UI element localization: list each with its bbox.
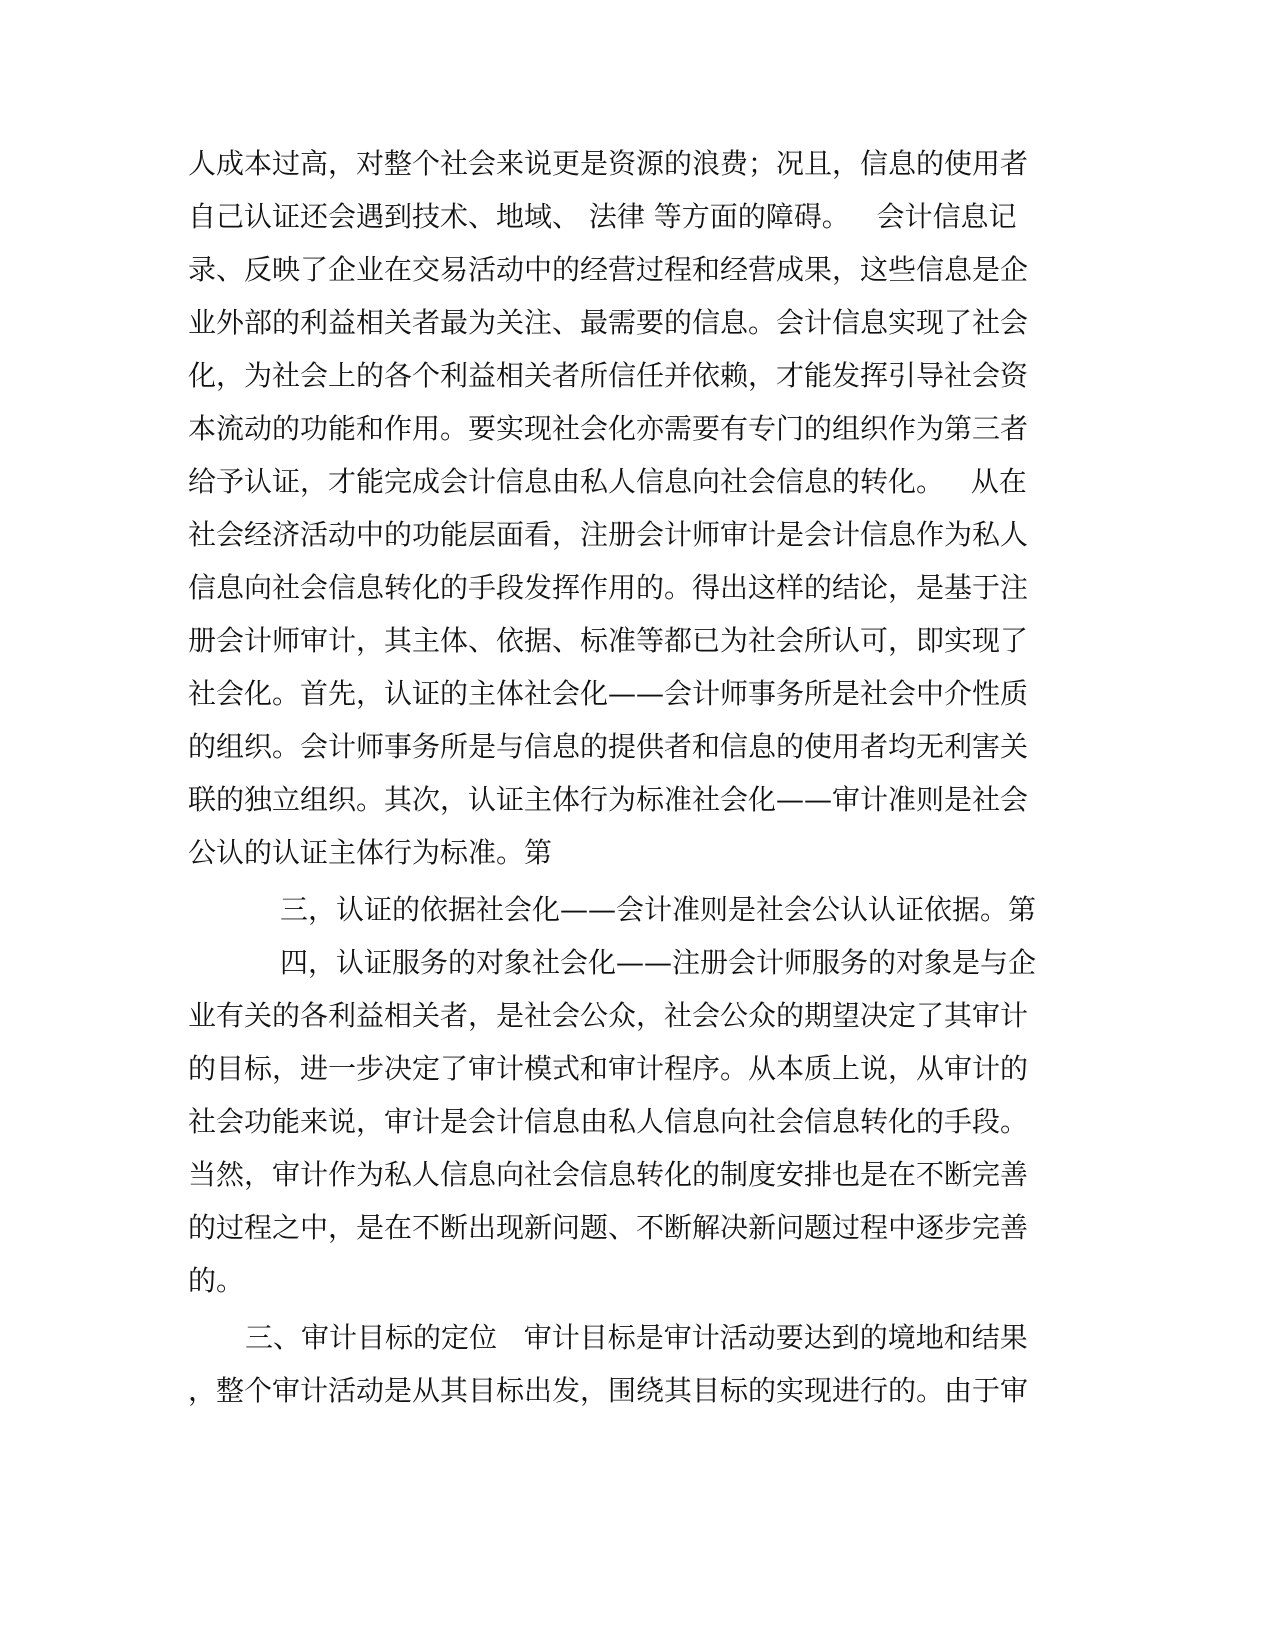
text-line-6: 本流动的功能和作用。要实现社会化亦需要有专门的组织作为第三者 [188,412,1029,445]
text-line-20: 当然，审计作为私人信息向社会信息转化的制度安排也是在不断完善 [188,1158,1029,1191]
text-line-7: 给予认证，才能完成会计信息由私人信息向社会信息的转化。 从在 [188,465,1027,498]
text-line-22: 的。 [188,1264,245,1297]
text-line-9: 信息向社会信息转化的手段发挥作用的。得出这样的结论，是基于注 [188,571,1029,604]
text-line-2: 自己认证还会遇到技术、地域、 法律 等方面的障碍。 会计信息记 [188,200,1017,233]
text-line-13: 联的独立组织。其次，认证主体行为标准社会化——审计准则是社会 [188,783,1029,816]
text-line-11: 社会化。首先，认证的主体社会化——会计师事务所是社会中介性质 [188,677,1029,710]
text-line-14: 公认的认证主体行为标准。第 [188,836,553,869]
section-heading-line: 三、审计目标的定位 审计目标是审计活动要达到的境地和结果 [245,1321,1028,1354]
text-line-19: 社会功能来说，审计是会计信息由私人信息向社会信息转化的手段。 [188,1105,1029,1138]
text-line-1: 人成本过高，对整个社会来说更是资源的浪费；况且，信息的使用者 [188,147,1029,180]
text-line-3: 录、反映了企业在交易活动中的经营过程和经营成果，这些信息是企 [188,253,1029,286]
text-line-12: 的组织。会计师事务所是与信息的提供者和信息的使用者均无利害关 [188,730,1029,763]
text-line-15: 三，认证的依据社会化——会计准则是社会公认认证依据。第 [280,893,1037,926]
text-line-5: 化，为社会上的各个利益相关者所信任并依赖，才能发挥引导社会资 [188,359,1029,392]
text-line-18: 的目标，进一步决定了审计模式和审计程序。从本质上说，从审计的 [188,1052,1029,1085]
text-line-4: 业外部的利益相关者最为关注、最需要的信息。会计信息实现了社会 [188,306,1029,339]
text-line-10: 册会计师审计，其主体、依据、标准等都已为社会所认可，即实现了 [188,624,1029,657]
text-line-17: 业有关的各利益相关者，是社会公众，社会公众的期望决定了其审计 [188,999,1029,1032]
text-line-16: 四，认证服务的对象社会化——注册会计师服务的对象是与企 [280,946,1037,979]
text-line-21: 的过程之中，是在不断出现新问题、不断解决新问题过程中逐步完善 [188,1211,1029,1244]
text-line-8: 社会经济活动中的功能层面看，注册会计师审计是会计信息作为私人 [188,518,1029,551]
text-line-24: ，整个审计活动是从其目标出发，围绕其目标的实现进行的。由于审 [188,1374,1029,1407]
